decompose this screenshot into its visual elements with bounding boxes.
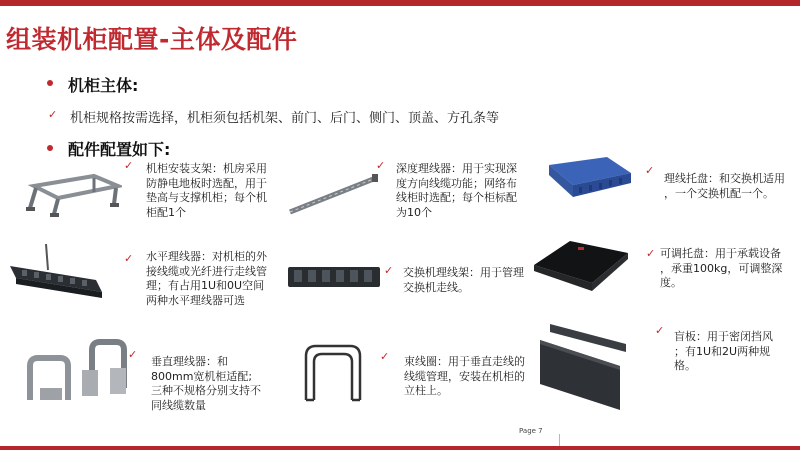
adjustable-tray-image: [530, 235, 632, 297]
check-icon: ✓: [124, 159, 134, 172]
blanking-panel-image: [536, 318, 628, 416]
check-icon: ✓: [380, 350, 390, 363]
item-horizontal-cable-manager: 水平理线器：对机柜的外 接线缆或光纤进行走线管 理；有占用1U和0U空间 两种水平理线器可选: [146, 250, 267, 307]
check-icon: ✓: [645, 164, 655, 177]
check-icon: ✓: [655, 324, 665, 337]
item-cable-tray: 理线托盘：和交换机适用 ，一个交换机配一个。: [664, 172, 785, 200]
switch-cable-rack-image: [286, 263, 382, 291]
bottom-accent-bar: [0, 446, 800, 450]
page-title: 组装机柜配置-主体及配件: [6, 25, 298, 54]
horizontal-cable-manager-image: [8, 240, 104, 302]
item-blanking-panel: 盲板：用于密闭挡风 ；有1U和2U两种规 格。: [674, 330, 773, 372]
footer-divider: [559, 434, 560, 446]
cable-ring-image: [298, 340, 368, 406]
check-icon: ✓: [384, 264, 394, 277]
bullet-dot: [47, 80, 53, 86]
cabinet-body-description: 机柜规格按需选择，机柜须包括机架、前门、后门、侧门、顶盖、方孔条等: [70, 111, 500, 126]
mounting-bracket-image: [22, 168, 122, 218]
item-vertical-cable-manager: 垂直理线器：和 800mm宽机柜适配; 三种不规格分别支持不 同线缆数量: [151, 355, 261, 412]
item-switch-cable-rack: 交换机理线架：用于管理 交换机走线。: [403, 266, 524, 294]
check-icon: ✓: [48, 108, 58, 121]
cable-tray-image: [545, 155, 635, 200]
vertical-cable-manager-image: [20, 338, 128, 408]
bullet-dot: [47, 145, 53, 151]
item-adjustable-tray: 可调托盘：用于承载设备 ，承重100kg，可调整深 度。: [660, 247, 783, 289]
item-cable-ring: 束线圈：用于垂直走线的 线缆管理，安装在机柜的 立柱上。: [404, 355, 525, 397]
section-heading-cabinet-body: 机柜主体:: [68, 76, 139, 95]
check-icon: ✓: [128, 348, 138, 361]
check-icon: ✓: [376, 159, 386, 172]
check-icon: ✓: [646, 247, 656, 260]
item-depth-cable-manager: 深度理线器：用于实现深 度方向线缆功能；网络布 线柜时选配；每个柜标配 为10个: [396, 162, 517, 219]
item-mounting-bracket: 机柜安装支架：机房采用 防静电地板时选配，用于 垫高与支撑机柜；每个机 柜配1个: [146, 162, 267, 219]
page-number: Page 7: [519, 427, 543, 435]
depth-cable-manager-image: [284, 170, 384, 220]
check-icon: ✓: [124, 252, 134, 265]
top-accent-bar: [0, 0, 800, 6]
section-heading-accessories: 配件配置如下:: [68, 140, 171, 159]
